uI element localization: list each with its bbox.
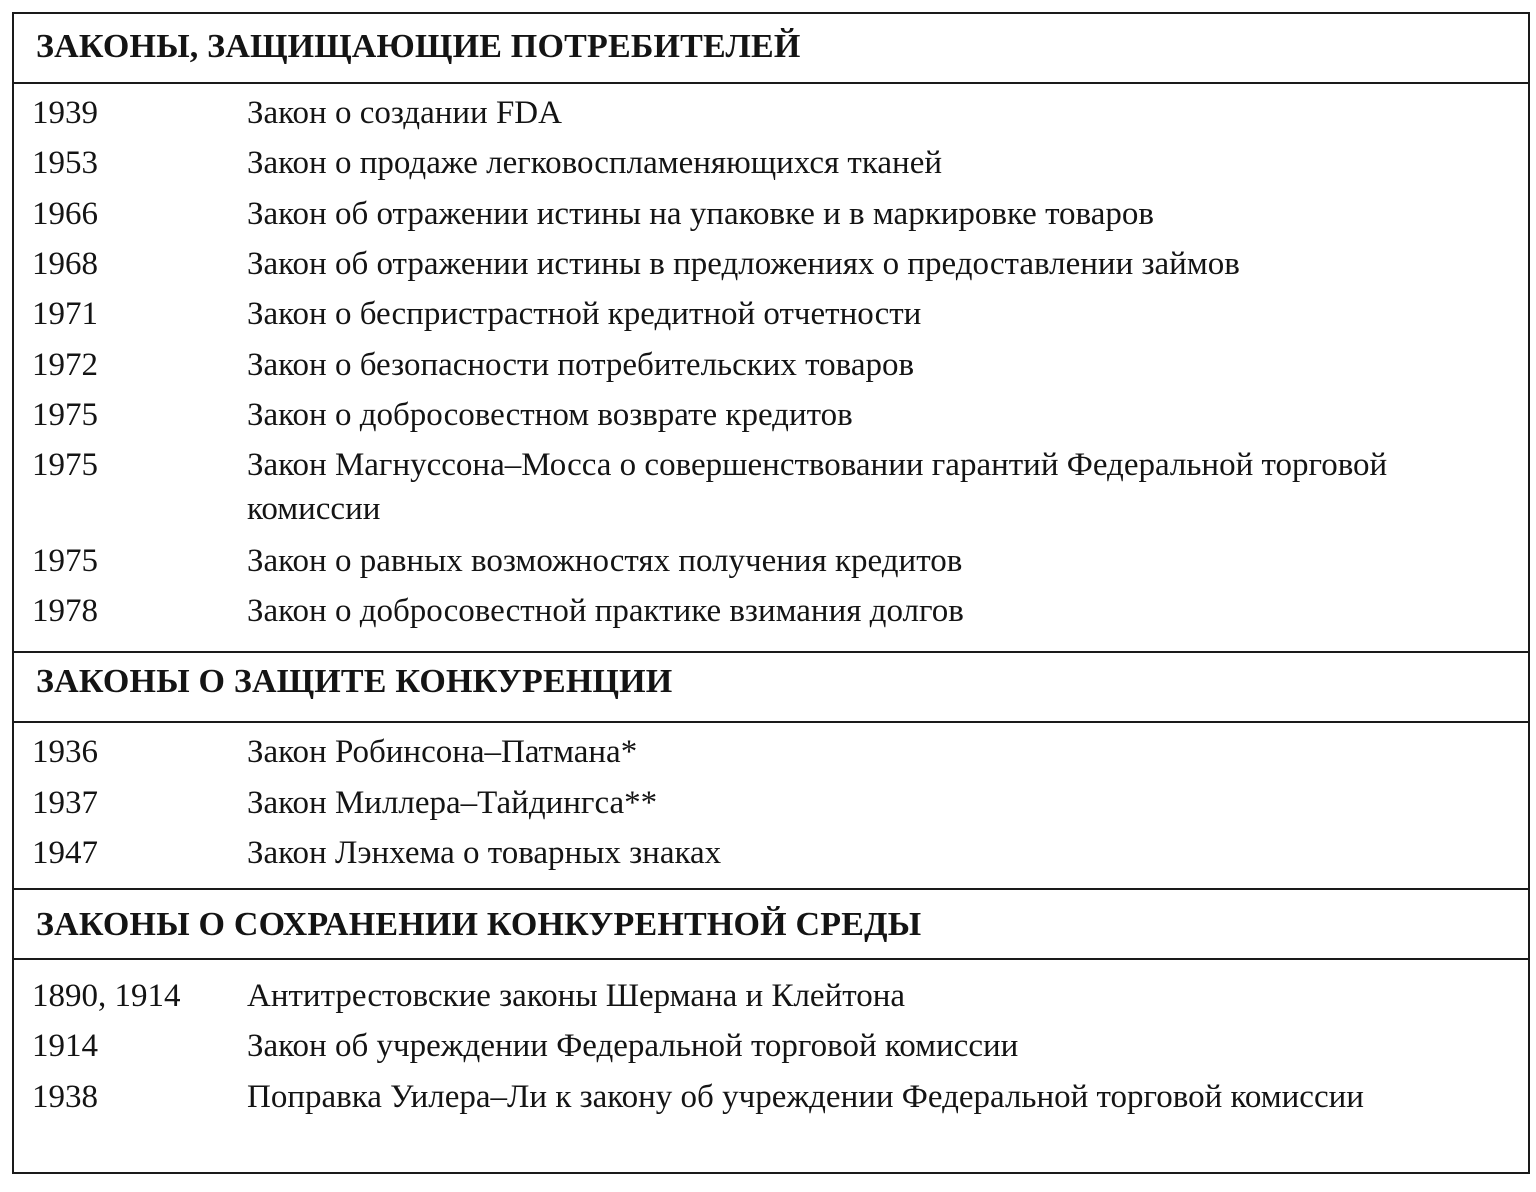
row-year: 1971 [32, 296, 98, 332]
row-year: 1968 [32, 246, 98, 282]
row-law-title: Закон о безопасности потребительских товаров [247, 347, 915, 383]
row-law-title: Закон об учреждении Федеральной торговой комиссии [247, 1028, 1019, 1064]
row-law-title: Антитрестовские законы Шермана и Клейтона [247, 978, 906, 1014]
row-law-title: Закон о продаже легковоспламеняющихся тканей [247, 145, 942, 181]
row-year: 1972 [32, 347, 98, 383]
section-header-consumer-protection [14, 14, 1528, 84]
row-law-title: Закон о равных возможностях получения кредитов [247, 543, 963, 579]
row-year: 1975 [32, 447, 98, 483]
row-law-title: Закон о создании FDA [247, 95, 562, 131]
laws-table [12, 12, 1530, 1174]
row-year: 1975 [32, 397, 98, 433]
row-year: 1966 [32, 196, 98, 232]
row-year: 1938 [32, 1079, 98, 1115]
section-header-competitive-environment [14, 890, 1528, 960]
row-law-title: Закон Лэнхема о товарных знаках [247, 835, 722, 871]
row-year: 1937 [32, 785, 98, 821]
row-law-title: Закон Магнуссона–Мосса о совершенствовании гарантий Федеральной торговой комиссии [247, 447, 1388, 527]
section-heading: ЗАКОНЫ О СОХРАНЕНИИ КОНКУРЕНТНОЙ СРЕДЫ [36, 906, 922, 943]
row-year: 1947 [32, 835, 98, 871]
row-law-title: Закон о добросовестной практике взимания долгов [247, 593, 964, 629]
row-law-title: Закон об отражении истины в предложениях о предоставлении займов [247, 246, 1240, 282]
row-year: 1978 [32, 593, 98, 629]
section-heading: ЗАКОНЫ, ЗАЩИЩАЮЩИЕ ПОТРЕБИТЕЛЕЙ [36, 28, 801, 65]
row-year: 1939 [32, 95, 98, 131]
row-law-title: Закон об отражении истины на упаковке и в маркировке товаров [247, 196, 1154, 232]
section-header-competition-protection [14, 653, 1528, 723]
row-law-title: Закон Миллера–Тайдингса** [247, 785, 658, 821]
row-law-title: Закон Робинсона–Патмана* [247, 734, 638, 770]
row-year: 1936 [32, 734, 98, 770]
row-law-title: Закон о добросовестном возврате кредитов [247, 397, 853, 433]
row-year: 1953 [32, 145, 98, 181]
row-year: 1890, 1914 [32, 978, 181, 1014]
row-law-title: Закон о беспристрастной кредитной отчетности [247, 296, 922, 332]
section-heading: ЗАКОНЫ О ЗАЩИТЕ КОНКУРЕНЦИИ [36, 663, 673, 700]
row-year: 1914 [32, 1028, 98, 1064]
row-year: 1975 [32, 543, 98, 579]
row-law-title: Поправка Уилера–Ли к закону об учреждении Федеральной торговой комиссии [247, 1079, 1364, 1115]
